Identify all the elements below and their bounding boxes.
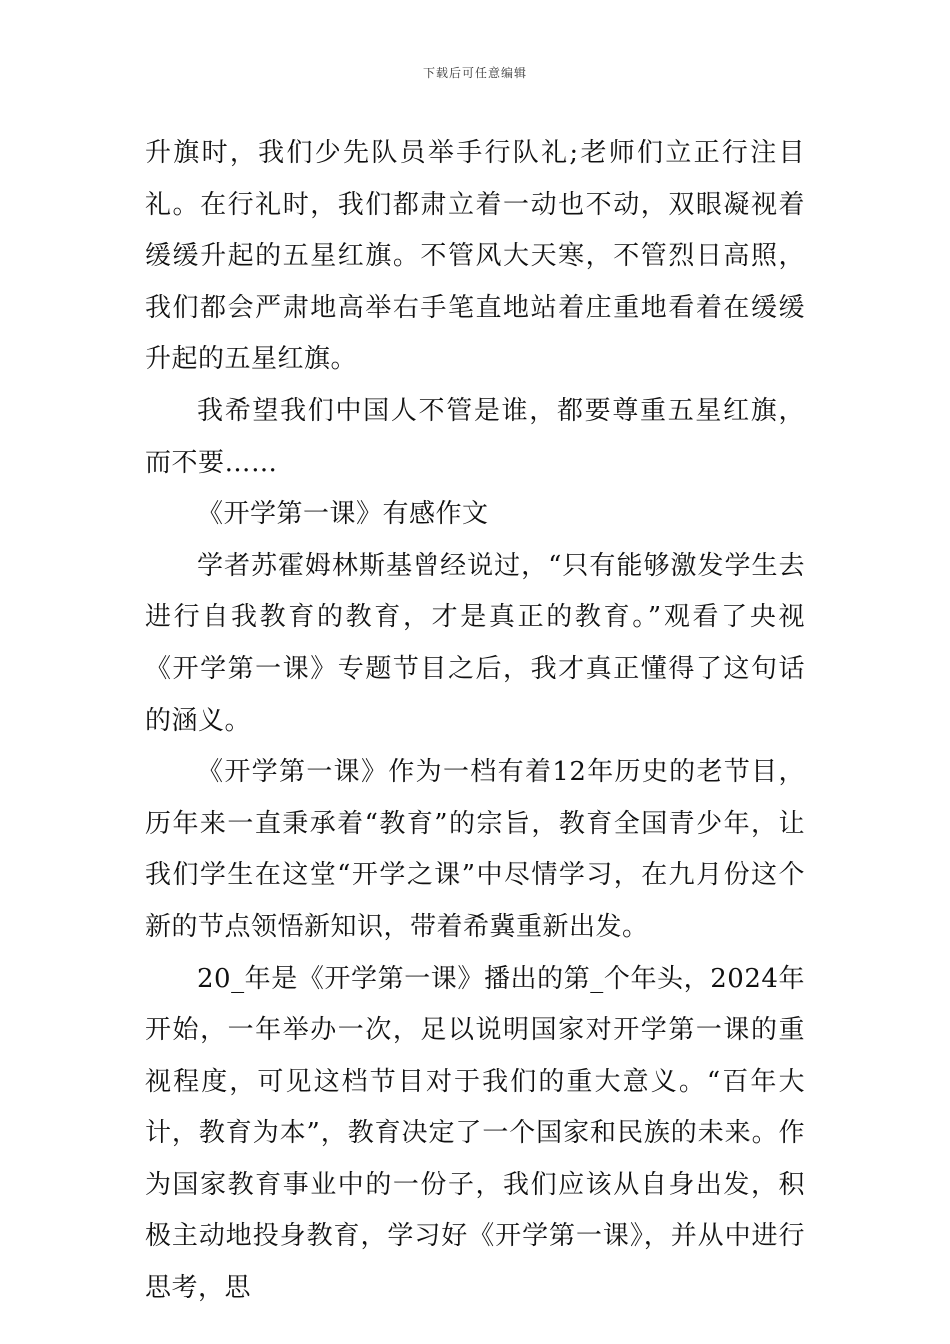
essay-title: 《开学第一课》有感作文 [197, 499, 489, 530]
paragraph-2: 我希望我们中国人不管是谁，都要尊重五星红旗，而不要…… [145, 395, 805, 478]
page-header: 下载后可任意编辑 [422, 66, 527, 80]
paragraph-1: 升旗时，我们少先队员举手行队礼;老师们立正行注目礼。在行礼时，我们都肃立着一动也不动，双眼凝视着缓缓升起的五星红旗。不管风大天寒，不管烈日高照，我们都会严肃地高举右手笔直地站着庄重地看着在缓缓升起的五星红旗。 [145, 138, 805, 375]
document-body [145, 128, 805, 1315]
paragraph-5: 20_年是《开学第一课》播出的第_个年头，2024年开始，一年举办一次，足以说明国家对开学第一课的重视程度，可见这档节目对于我们的重大意义。“百年大计，教育为本”，教育决定了一个国家和民族的未来。作为国家教育事业中的一份子，我们应该从自身出发，积极主动地投身教育，学习好《开学第一课》，并从中进行思考，思 [145, 963, 805, 1304]
paragraph-3: 学者苏霍姆林斯基曾经说过，“只有能够激发学生去进行自我教育的教育，才是真正的教育。”观看了央视《开学第一课》专题节目之后，我才真正懂得了这句话的涵义。 [145, 550, 805, 736]
paragraph-4: 《开学第一课》作为一档有着12年历史的老节目，历年来一直秉承着“教育”的宗旨，教育全国青少年，让我们学生在这堂“开学之课”中尽情学习，在九月份这个新的节点领悟新知识，带着希冀重新出发。 [145, 757, 805, 942]
